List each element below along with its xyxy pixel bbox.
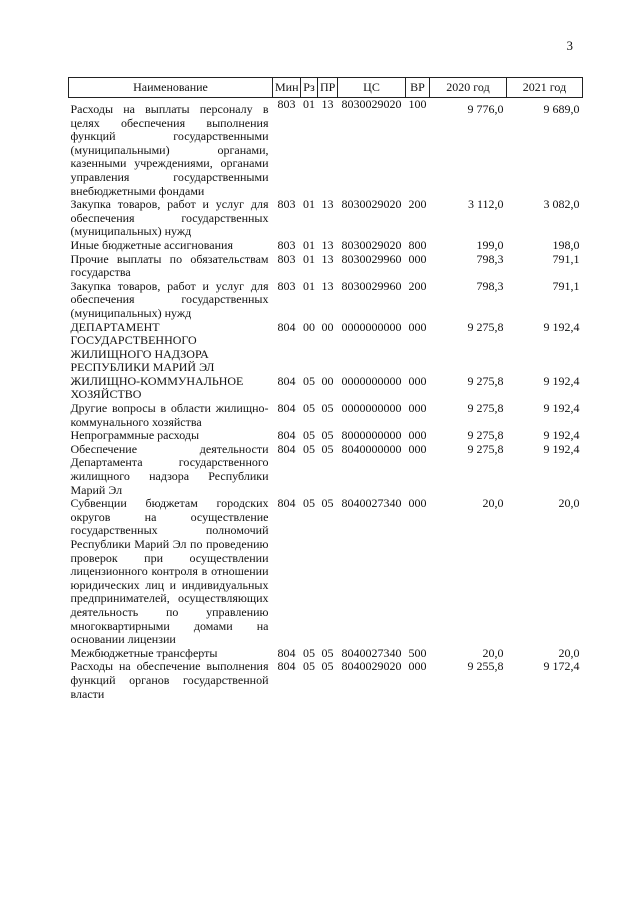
header-rz: Рз — [301, 78, 318, 98]
row-vr: 200 — [408, 197, 427, 212]
row-min: 803 — [277, 97, 296, 111]
row-cs: 8030029020 — [341, 237, 402, 252]
row-pr: 00 — [321, 319, 334, 334]
row-2020: 9 275,8 — [467, 401, 504, 416]
table-row — [69, 647, 583, 661]
row-min: 804 — [277, 659, 296, 674]
row-2020: 3 112,0 — [467, 197, 504, 212]
row-cs: 8030029020 — [341, 197, 402, 212]
row-2020: 798,3 — [476, 278, 504, 293]
table-row — [69, 443, 583, 497]
row-2021: 3 082,0 — [543, 197, 580, 212]
header-pr: ПР — [318, 78, 338, 98]
row-2020: 20,0 — [482, 645, 504, 660]
row-pr: 00 — [321, 373, 334, 388]
row-name: Другие вопросы в области жилищно-коммунального хозяйства — [70, 401, 269, 429]
row-min: 803 — [277, 251, 296, 266]
table-row — [69, 429, 583, 443]
table-row — [69, 375, 583, 402]
row-rz: 05 — [303, 645, 315, 660]
row-pr: 05 — [321, 645, 334, 660]
row-vr: 200 — [408, 278, 427, 293]
row-rz: 05 — [303, 373, 315, 388]
row-min: 804 — [277, 401, 296, 416]
row-vr: 000 — [408, 441, 427, 456]
row-rz: 05 — [303, 401, 315, 416]
header-name: Наименование — [69, 78, 273, 98]
row-pr: 05 — [321, 441, 334, 456]
row-name: Субвенции бюджетам городских округов на осуществление государственных полномочий Республики Марий Эл по проведению проверок при осуществлении лицензионного контроля в отношении юридических лиц и индивидуальных предпринимателей, осуществляющих деятельность по управлению многоквартирными домами на основании лицензии — [70, 496, 269, 647]
row-vr: 000 — [408, 496, 427, 511]
row-vr: 800 — [408, 237, 427, 252]
row-2021: 9 192,4 — [543, 428, 580, 443]
table-row — [69, 497, 583, 647]
row-2021: 198,0 — [552, 237, 580, 252]
row-pr: 13 — [321, 97, 334, 111]
row-pr: 05 — [321, 659, 334, 674]
row-2020: 9 275,8 — [467, 373, 504, 388]
table-row — [69, 321, 583, 375]
row-name: Расходы на обеспечение выполнения функций органов государственной власти — [70, 659, 269, 701]
row-min: 803 — [277, 237, 296, 252]
table-row — [69, 198, 583, 239]
budget-table — [68, 77, 583, 701]
row-min: 804 — [277, 428, 296, 443]
row-min: 804 — [277, 441, 296, 456]
row-pr: 13 — [321, 278, 334, 293]
row-2021: 9 192,4 — [543, 441, 580, 456]
row-pr: 05 — [321, 496, 334, 511]
row-pr: 05 — [321, 401, 334, 416]
row-cs: 8030029960 — [341, 278, 402, 293]
row-2021: 20,0 — [558, 496, 580, 511]
row-min: 804 — [277, 645, 296, 660]
header-2020: 2020 год — [430, 78, 507, 98]
header-vr: ВР — [406, 78, 430, 98]
row-vr: 000 — [408, 251, 427, 266]
row-rz: 00 — [303, 319, 315, 334]
row-2020: 199,0 — [476, 237, 504, 252]
table-row — [69, 280, 583, 321]
table-row — [69, 98, 583, 199]
row-2021: 9 689,0 — [543, 102, 580, 116]
table-row — [69, 660, 583, 701]
table-row — [69, 253, 583, 280]
row-2020: 9 275,8 — [467, 319, 504, 334]
row-2021: 9 172,4 — [543, 659, 580, 674]
row-cs: 8040027340 — [341, 645, 402, 660]
table-body — [69, 98, 583, 702]
row-min: 804 — [277, 319, 296, 334]
row-vr: 100 — [408, 97, 427, 111]
table-row — [69, 402, 583, 429]
row-2020: 9 275,8 — [467, 441, 504, 456]
row-min: 804 — [277, 496, 296, 511]
row-2021: 791,1 — [552, 278, 580, 293]
row-pr: 13 — [321, 237, 334, 252]
row-2020: 9 776,0 — [467, 102, 504, 116]
row-2021: 791,1 — [552, 251, 580, 266]
row-name: Непрограммные расходы — [70, 428, 200, 443]
row-vr: 000 — [408, 401, 427, 416]
row-pr: 13 — [321, 197, 334, 212]
row-pr: 13 — [321, 251, 334, 266]
row-cs: 8040029020 — [341, 659, 402, 674]
row-2020: 20,0 — [482, 496, 504, 511]
row-cs: 8030029020 — [341, 97, 402, 111]
row-rz: 01 — [303, 251, 315, 266]
row-vr: 000 — [408, 373, 427, 388]
page-number: 3 — [566, 38, 573, 53]
row-rz: 05 — [303, 496, 315, 511]
row-rz: 05 — [303, 428, 315, 443]
row-cs: 8040027340 — [341, 496, 402, 511]
row-name: Иные бюджетные ассигнования — [70, 237, 233, 252]
row-vr: 000 — [408, 659, 427, 674]
row-cs: 0000000000 — [341, 401, 402, 416]
row-min: 803 — [277, 197, 296, 212]
row-cs: 8000000000 — [341, 428, 402, 443]
row-name: Закупка товаров, работ и услуг для обеспечения государственных (муниципальных) нужд — [70, 278, 269, 320]
row-rz: 01 — [303, 197, 315, 212]
row-name: ДЕПАРТАМЕНТ ГОСУДАРСТВЕННОГО ЖИЛИЩНОГО НАДЗОРА РЕСПУБЛИКИ МАРИЙ ЭЛ — [70, 319, 215, 375]
row-2020: 9 275,8 — [467, 428, 504, 443]
row-vr: 500 — [408, 645, 427, 660]
row-2020: 9 255,8 — [467, 659, 504, 674]
row-min: 804 — [277, 373, 296, 388]
row-cs: 8040000000 — [341, 441, 402, 456]
table-header — [69, 78, 583, 98]
row-2021: 9 192,4 — [543, 319, 580, 334]
header-2021: 2021 год — [507, 78, 583, 98]
row-name: Межбюджетные трансферты — [70, 645, 218, 660]
row-vr: 000 — [408, 319, 427, 334]
row-min: 803 — [277, 278, 296, 293]
row-cs: 0000000000 — [341, 373, 402, 388]
row-cs: 8030029960 — [341, 251, 402, 266]
row-name: Обеспечение деятельности Департамента государственного жилищного надзора Республики Марий Эл — [70, 441, 269, 497]
row-pr: 05 — [321, 428, 334, 443]
row-rz: 05 — [303, 441, 315, 456]
row-rz: 01 — [303, 97, 315, 111]
header-min: Мин — [273, 78, 301, 98]
row-rz: 01 — [303, 237, 315, 252]
row-rz: 01 — [303, 278, 315, 293]
header-cs: ЦС — [338, 78, 406, 98]
row-2020: 798,3 — [476, 251, 504, 266]
row-2021: 9 192,4 — [543, 373, 580, 388]
row-name: Закупка товаров, работ и услуг для обеспечения государственных (муниципальных) нужд — [70, 197, 269, 239]
row-name: Прочие выплаты по обязательствам государства — [70, 251, 269, 280]
table-row — [69, 239, 583, 253]
row-vr: 000 — [408, 428, 427, 443]
row-rz: 05 — [303, 659, 315, 674]
row-cs: 0000000000 — [341, 319, 402, 334]
row-name: Расходы на выплаты персоналу в целях обеспечения выполнения функций государственными (муниципальными) органами, казенными учреждениями, органами управления государственными внебюджетными фондами — [70, 102, 269, 198]
row-2021: 9 192,4 — [543, 401, 580, 416]
row-2021: 20,0 — [558, 645, 580, 660]
row-name: ЖИЛИЩНО-КОММУНАЛЬНОЕ ХОЗЯЙСТВО — [70, 373, 244, 402]
